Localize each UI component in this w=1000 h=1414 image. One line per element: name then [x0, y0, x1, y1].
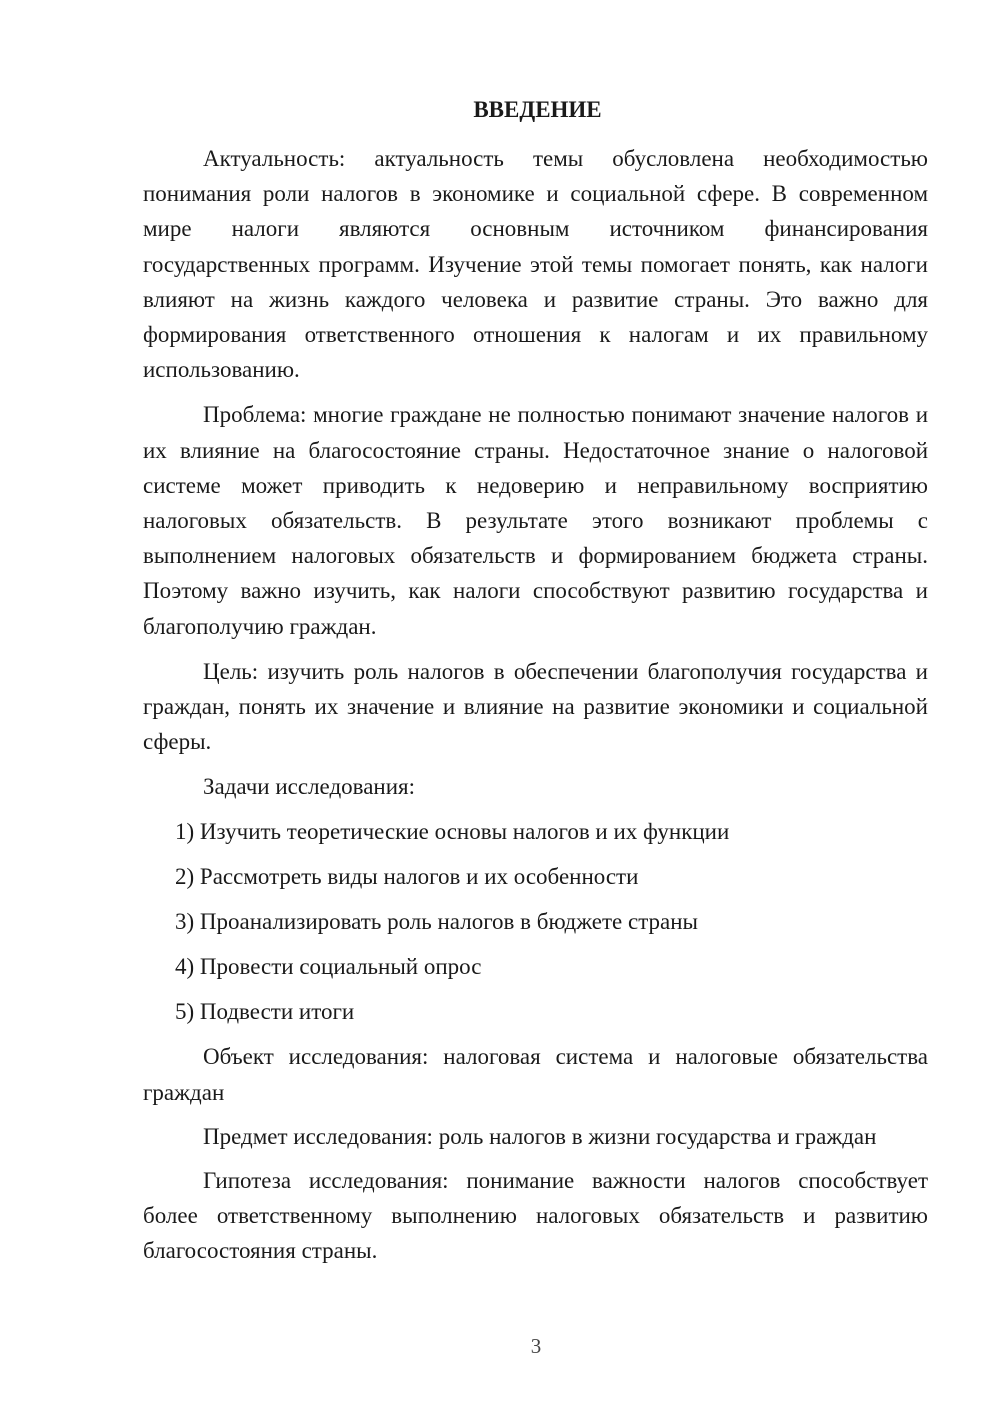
task-item-5: 5) Подвести итоги: [175, 999, 355, 1025]
page-number: 3: [530, 1334, 542, 1358]
problem-paragraph: Проблема: многие граждане не полностью понимают значение налогов и их влияние на благосостояние страны. Недостаточное знание о налоговой системе может приводить к недоверию и неправильному восприятию налоговых обязательств. В результате этого возникают проблемы с выполнением налоговых обязательств и формированием бюджета страны. Поэтому важно изучить, как налоги способствуют развитию государства и благополучию граждан.: [143, 402, 928, 639]
task-item-4: 4) Провести социальный опрос: [175, 954, 482, 980]
section-title: ВВЕДЕНИЕ: [473, 97, 602, 122]
object-paragraph: Объект исследования: налоговая система и налоговые обязательства граждан: [143, 1044, 928, 1105]
task-item-1: 1) Изучить теоретические основы налогов и их функции: [175, 819, 730, 845]
relevance-paragraph: Актуальность: актуальность темы обусловлена необходимостью понимания роли налогов в экономике и социальной сфере. В современном мире налоги являются основным источником финансирования государственных программ. Изучение этой темы помогает понять, как налоги влияют на жизнь каждого человека и развитие страны. Это важно для формирования ответственного отношения к налогам и их правильному использованию.: [143, 146, 928, 383]
task-item-2: 2) Рассмотреть виды налогов и их особенности: [175, 864, 639, 890]
task-item-3: 3) Проанализировать роль налогов в бюджете страны: [175, 909, 699, 935]
hypothesis-paragraph: Гипотеза исследования: понимание важности налогов способствует более ответственному выполнению налоговых обязательств и развитию благосостояния страны.: [143, 1168, 928, 1264]
subject-paragraph: Предмет исследования: роль налогов в жизни государства и граждан: [203, 1123, 877, 1149]
page-content: [143, 92, 928, 1279]
tasks-heading: Задачи исследования:: [203, 774, 416, 800]
goal-paragraph: Цель: изучить роль налогов в обеспечении благополучия государства и граждан, понять их значение и влияние на развитие экономики и социальной сферы.: [143, 658, 928, 755]
